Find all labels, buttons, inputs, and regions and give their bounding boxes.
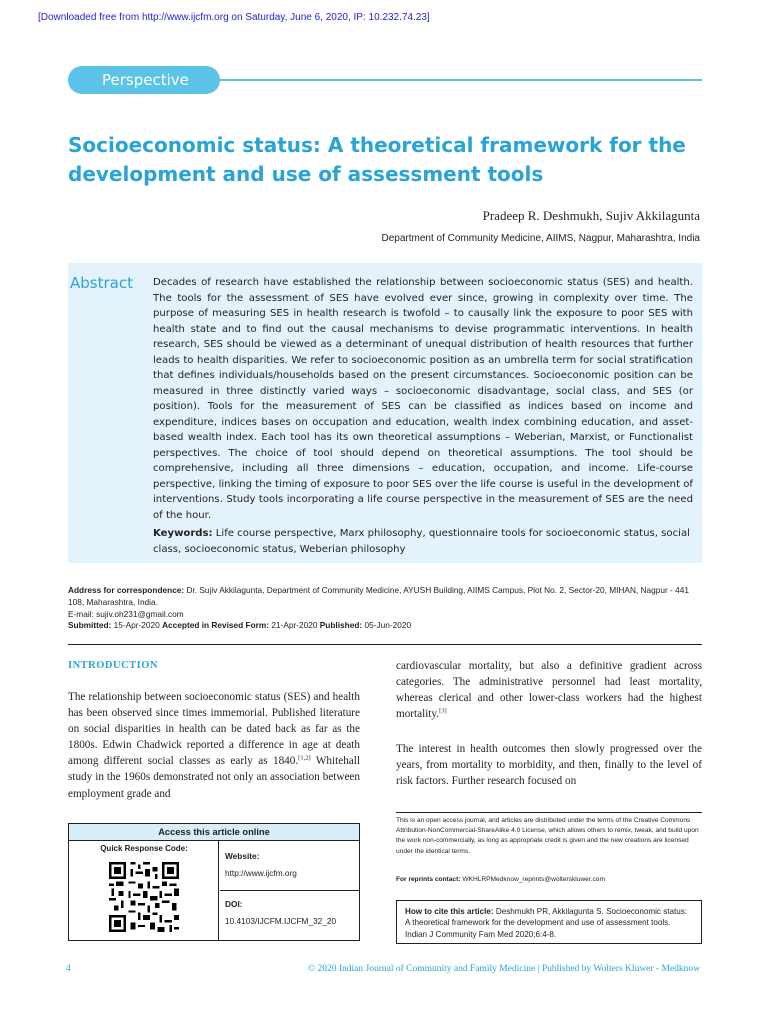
cite-label: How to cite this article: (405, 907, 494, 916)
cite-text: Deshmukh PR, Akkilagunta S. Socioeconomic status: A theoretical framework for the development and use of assessment tools. Indian J Community Fam Med 2020;6:4-8. (405, 907, 688, 939)
qr-cell (69, 841, 219, 940)
doi-label: DOI: (225, 899, 243, 909)
intro-p1-cont: Whitehall study in the 1960s demonstrated not only an association between employment grade and (68, 755, 360, 800)
address-label: Address for correspondence: (68, 585, 185, 595)
reprints-email[interactable]: WKHLRPMedknow_reprints@wolterskluwer.com (460, 876, 605, 883)
published-date: 05-Jun-2020 (362, 620, 412, 631)
article-dates (68, 620, 702, 632)
section-tag: Perspective (68, 66, 220, 94)
reprints-label: For reprints contact: (396, 876, 461, 883)
accepted-label: Accepted in Revised Form: (162, 620, 270, 631)
section-tag-bar (68, 66, 702, 94)
website-link[interactable]: http://www.ijcfm.org (225, 868, 297, 878)
access-article-box (68, 823, 360, 941)
qr-label: Quick Response Code: (100, 844, 188, 853)
intro-p2-text: cardiovascular mortality, but also a definitive gradient across categories. The administrative personnel had least mortality, whereas clerical and other lower-class workers had the highest mortality. (396, 660, 702, 721)
correspondence-address (68, 585, 702, 609)
citation-ref[interactable]: [3] (439, 707, 447, 715)
keywords-list: Life course perspective, Marx philosophy, questionnaire tools for socioeconomic status, social class, socioeconomic status, Weberian philosophy (153, 528, 690, 555)
article-title: Socioeconomic status: A theoretical framework for the development and use of assessment tools (68, 133, 686, 186)
divider (68, 644, 702, 645)
page-number: 4 (66, 964, 71, 974)
submitted-date: 15-Apr-2020 (111, 620, 163, 631)
section-heading-introduction: INTRODUCTION (68, 660, 159, 671)
footer-copyright: © 2020 Indian Journal of Community and Family Medicine | Published by Wolters Kluwer - Medknow (307, 964, 700, 974)
address-text: Dr. Sujiv Akkilagunta, Department of Community Medicine, AYUSH Building, AIIMS Campus, Plot No. 2, Sector-20, MIHAN, Nagpur - 441 108, Maharashtra, India. (68, 585, 689, 607)
keywords (153, 526, 693, 557)
published-label: Published: (319, 620, 363, 631)
correspondence-email[interactable]: E-mail: sujiv.oh231@gmail.com (68, 608, 184, 619)
keywords-label: Keywords: (153, 528, 213, 539)
access-box-header: Access this article online (69, 824, 359, 841)
intro-p1-text: The relationship between socioeconomic status (SES) and health has been observed since times immemorial. Published literature on social disparities in health can be dated back as far as the 1800s. Edwin Chadwick reported a difference in age at death among different social classes as early as 1840. (68, 691, 360, 768)
intro-paragraph-1 (68, 689, 360, 802)
reprints-contact (396, 876, 702, 883)
website-label: Website: (225, 851, 260, 861)
accepted-date: 21-Apr-2020 (269, 620, 320, 631)
doi-link[interactable]: 10.4103/IJCFM.IJCFM_32_20 (225, 916, 337, 926)
download-note: [Downloaded free from http://www.ijcfm.org on Saturday, June 6, 2020, IP: 10.232.74.23] (38, 12, 430, 23)
intro-paragraph-3: The interest in health outcomes then slowly progressed over the years, from mortality to morbidity, and then, finally to the level of risk factors. Further research focused on (396, 743, 702, 788)
website-cell (220, 841, 360, 891)
authors: Pradeep R. Deshmukh, Sujiv Akkilagunta (482, 208, 700, 223)
abstract-text: Decades of research have established the relationship between socioeconomic status (SES) and health. The tools for the assessment of SES have evolved ever since, growing in complexity over time. The purpose of measuring SES in health research is twofold – to causally link the exposure to poor SES with health state and to find out the causal mechanisms to devise programmatic interventions. In health research, SES should be viewed as a determinant of unequal distribution of health resources that further leads to health disparities. We refer to socioeconomic position as an umbrella term for social stratification that defines individuals/households based on the present circumstances. Socioeconomic position can be measured in three distinctly varied ways – socioeconomic disadvantage, social class, and SES (or position). Tools for the measurement of SES can be classified as indices based on income and expenditure, indices bases on occupation and education, wealth index combining education, and asset-based wealth index. Each tool has its own theoretical assumptions – Weberian, Marxist, or Functionalist perspectives. The choice of tool should depend on theoretical assumptions. The tool should be comprehensive, including all three dimensions – education, occupation, and income. Life-course perspective, linking the timing of exposure to poor SES over the life course is useful in the development of interventions. Study tools incorporating a life course perspective in the measurement of SES are the need of the hour. (153, 277, 693, 521)
submitted-label: Submitted: (68, 620, 112, 631)
abstract-heading: Abstract (70, 274, 133, 292)
affiliation: Department of Community Medicine, AIIMS, Nagpur, Maharashtra, India (381, 233, 700, 244)
citation-ref[interactable]: [1,2] (298, 754, 311, 762)
license-text: This is an open access journal, and articles are distributed under the terms of the Creative Commons Attribution-NonCommercial-ShareAlike 4.0 License, which allows others to remix, tweak, and build upon the work non-commercially, as long as appropriate credit is given and the new creations are licensed under the identical terms. (396, 817, 699, 855)
license-rule (396, 812, 702, 813)
doi-cell (220, 892, 360, 940)
qr-code-icon[interactable] (109, 861, 179, 933)
how-to-cite-box (396, 900, 702, 944)
correspondence (68, 585, 702, 632)
intro-paragraph-2 (396, 658, 702, 722)
